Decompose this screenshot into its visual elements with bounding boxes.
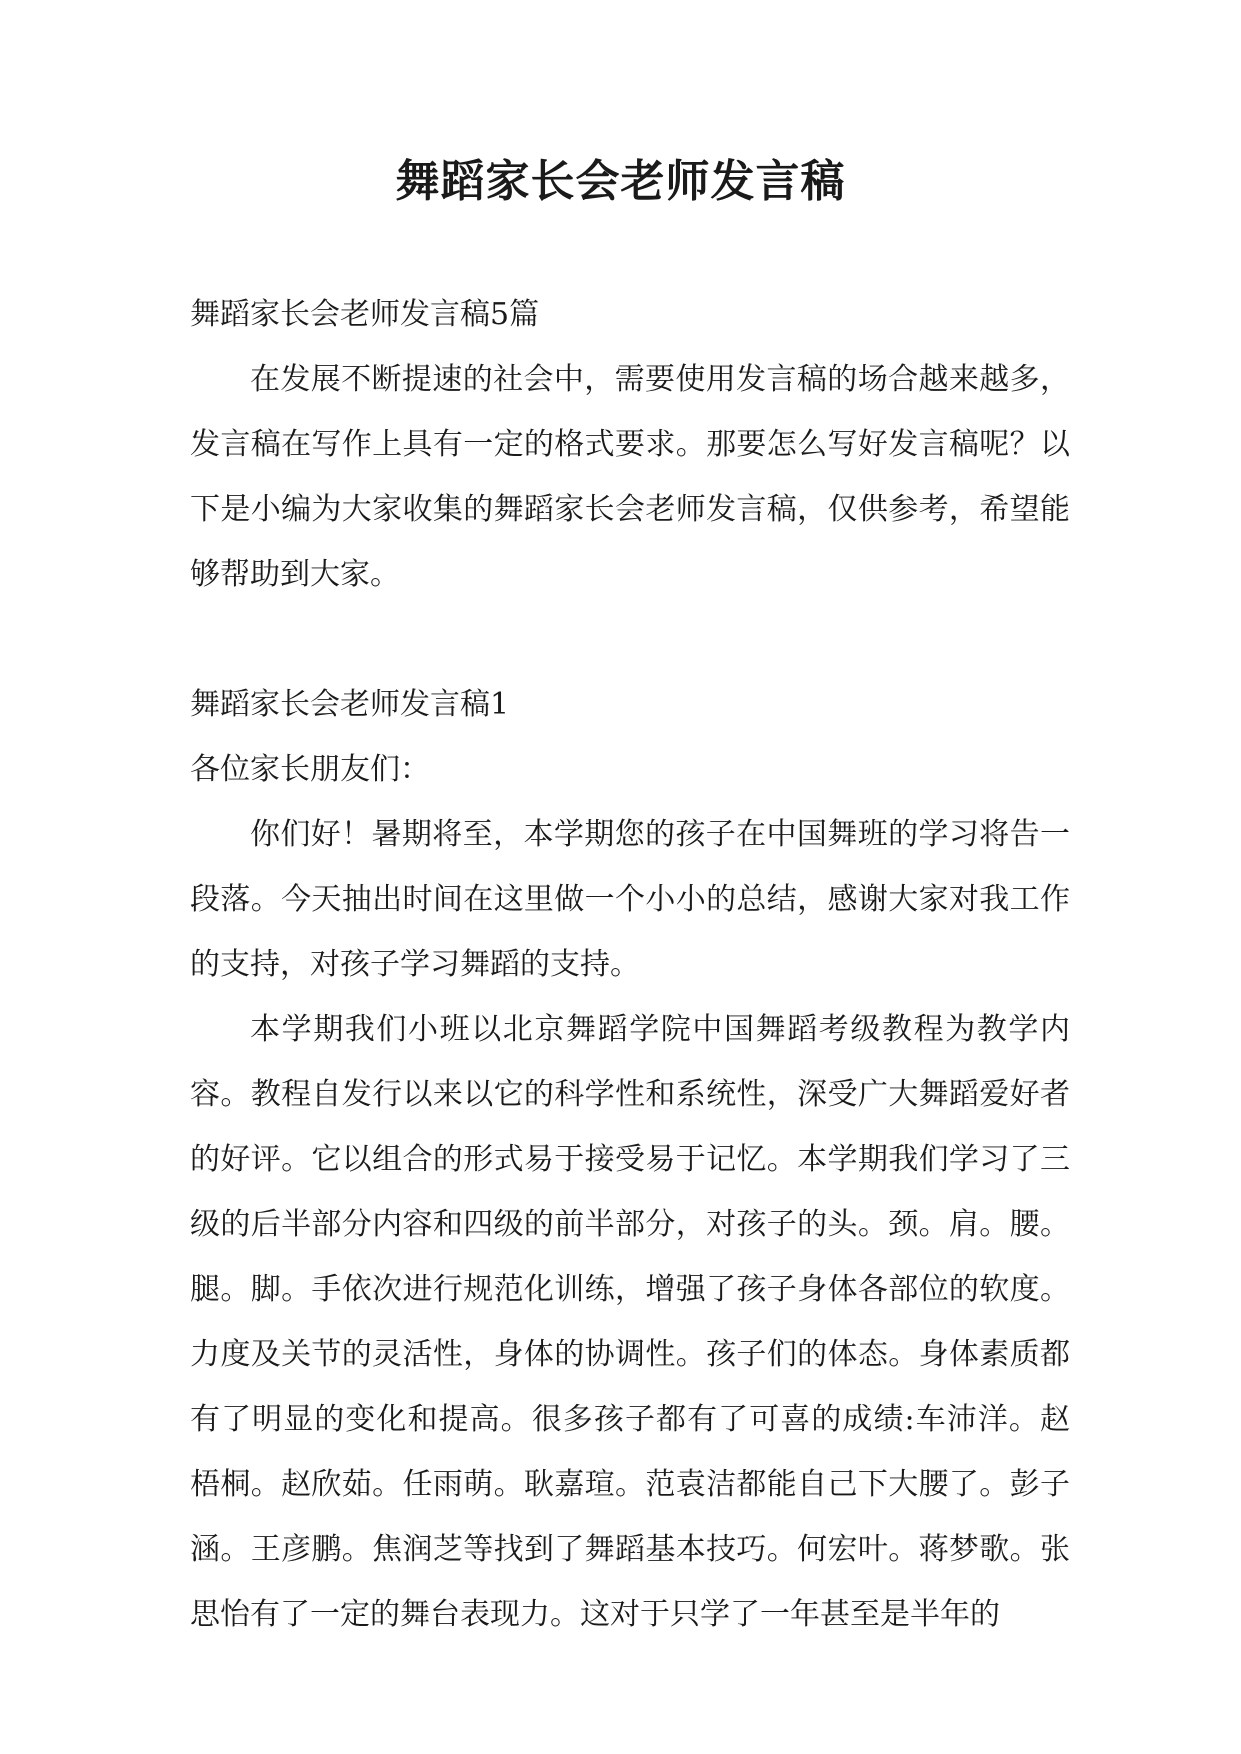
body-paragraph-1: 你们好！暑期将至，本学期您的孩子在中国舞班的学习将告一段落。今天抽出时间在这里做一个小小的总结，感谢大家对我工作的支持，对孩子学习舞蹈的支持。 xyxy=(190,817,1070,982)
salutation: 各位家长朋友们： xyxy=(190,752,430,787)
document-title: 舞蹈家长会老师发言稿 xyxy=(395,156,846,207)
document-body xyxy=(190,282,1070,1647)
section-heading: 舞蹈家长会老师发言稿1 xyxy=(190,687,510,722)
document-subtitle: 舞蹈家长会老师发言稿5篇 xyxy=(190,297,540,332)
body-paragraph-2: 本学期我们小班以北京舞蹈学院中国舞蹈考级教程为教学内容。教程自发行以来以它的科学性和系统性，深受广大舞蹈爱好者的好评。它以组合的形式易于接受易于记忆。本学期我们学习了三级的后半部分内容和四级的前半部分，对孩子的头。颈。肩。腰。腿。脚。手依次进行规范化训练，增强了孩子身体各部位的软度。力度及关节的灵活性，身体的协调性。孩子们的体态。身体素质都有了明显的变化和提高。很多孩子都有了可喜的成绩:车沛洋。赵梧桐。赵欣茹。任雨萌。耿嘉瑄。范袁洁都能自己下大腰了。彭子涵。王彦鹏。焦润芝等找到了舞蹈基本技巧。何宏叶。蒋梦歌。张思怡有了一定的舞台表现力。这对于只学了一年甚至是半年的 xyxy=(190,1012,1070,1632)
intro-paragraph: 在发展不断提速的社会中，需要使用发言稿的场合越来越多，发言稿在写作上具有一定的格式要求。那要怎么写好发言稿呢？以下是小编为大家收集的舞蹈家长会老师发言稿，仅供参考，希望能够帮助到大家。 xyxy=(190,362,1070,592)
